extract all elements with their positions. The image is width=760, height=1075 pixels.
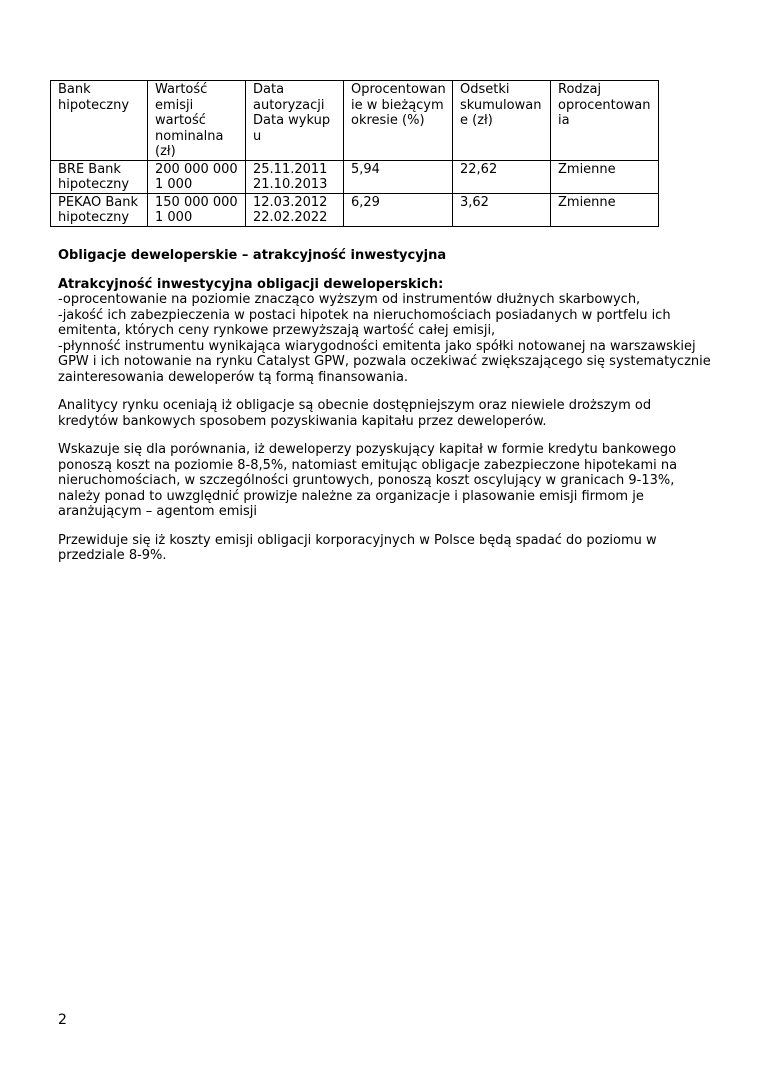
text-line: Przewiduje się iż koszty emisji obligacji korporacyjnych w Polsce będą spadać do poziomu w [58,532,657,548]
comparison-paragraph [58,442,708,520]
table-cell: 150 000 000 1 000 [148,193,246,226]
table-cell: Zmienne [551,193,659,226]
text-line: aranżującym – agentom emisji [58,504,257,519]
header-cell-interest-rate: Oprocentowan ie w bieżącym okresie (%) [344,81,453,161]
table-cell: Zmienne [551,160,659,193]
table-body [51,81,659,227]
text-line: emitenta, których ceny rynkowe przewyższają wartość całej emisji, [58,323,496,338]
table-cell: 3,62 [453,193,551,226]
text-line: ponoszą koszt na poziomie 8-8,5%, natomiast emitując obligacje zabezpieczone hipotekami na [58,457,678,473]
header-cell-dates: Data autoryzacji Data wykupu [246,81,344,161]
text-line: przedziale 8-9%. [58,548,167,563]
page-number: 2 [58,1012,67,1028]
text-line: kredytów bankowych sposobem pozyskiwania kapitału przez deweloperów. [58,413,547,429]
text-line: -płynność instrumentu wynikająca wiarygodności emitenta jako spółki notowanej na warszawskiej [58,338,696,354]
text-line: Analitycy rynku oceniają iż obligacje są obecnie dostępniejszym oraz niewiele droższym od [58,398,652,413]
text-line: zainteresowania deweloperów tą formą finansowania. [58,369,409,385]
table-cell: 6,29 [344,193,453,226]
text-line: należy ponad to uwzględnić prowizje należne za organizacje i plasowanie emisji firmom je [58,488,644,504]
analysts-paragraph [58,398,708,429]
section-heading: Obligacje deweloperskie – atrakcyjność inwestycyjna [58,248,447,263]
text-line: Wskazuje się dla porównania, iż deweloperzy pozyskujący kapitał w formie kredytu bankowego [58,442,677,457]
text-line: GPW i ich notowanie na rynku Catalyst GPW, pozwala oczekiwać zwiększającego się systematycznie [58,354,711,369]
header-cell-accrued-interest: Odsetki skumulowan e (zł) [453,81,551,161]
text-line: nieruchomościach, w szczególności gruntowych, ponoszą koszt oscylujący w granicach 9-13%, [58,473,675,488]
table-row [51,160,659,193]
table-cell: 12.03.2012 22.02.2022 [246,193,344,226]
header-cell-bank: Bank hipoteczny [51,81,148,161]
text-line: -oprocentowanie na poziomie znacząco wyższym od instrumentów dłużnych skarbowych, [58,292,641,307]
header-cell-rate-type: Rodzaj oprocentowan ia [551,81,659,161]
table-row [51,193,659,226]
table-cell: 25.11.2011 21.10.2013 [246,160,344,193]
mortgage-bonds-table [50,80,659,227]
table-cell: 22,62 [453,160,551,193]
document-body [58,248,711,577]
header-cell-issue-value: Wartość emisji wartość nominalna (zł) [148,81,246,161]
table-cell: PEKAO Bank hipoteczny [51,193,148,226]
attractiveness-block [58,276,711,386]
table-cell: 200 000 000 1 000 [148,160,246,193]
table-cell: 5,94 [344,160,453,193]
table-header-row [51,81,659,161]
attractiveness-heading: Atrakcyjność inwestycyjna obligacji deweloperskich: [58,276,444,292]
table-cell: BRE Bank hipoteczny [51,160,148,193]
forecast-paragraph [58,533,708,564]
text-line: -jakość ich zabezpieczenia w postaci hipotek na nieruchomościach posiadanych w portfelu ich [58,307,671,323]
